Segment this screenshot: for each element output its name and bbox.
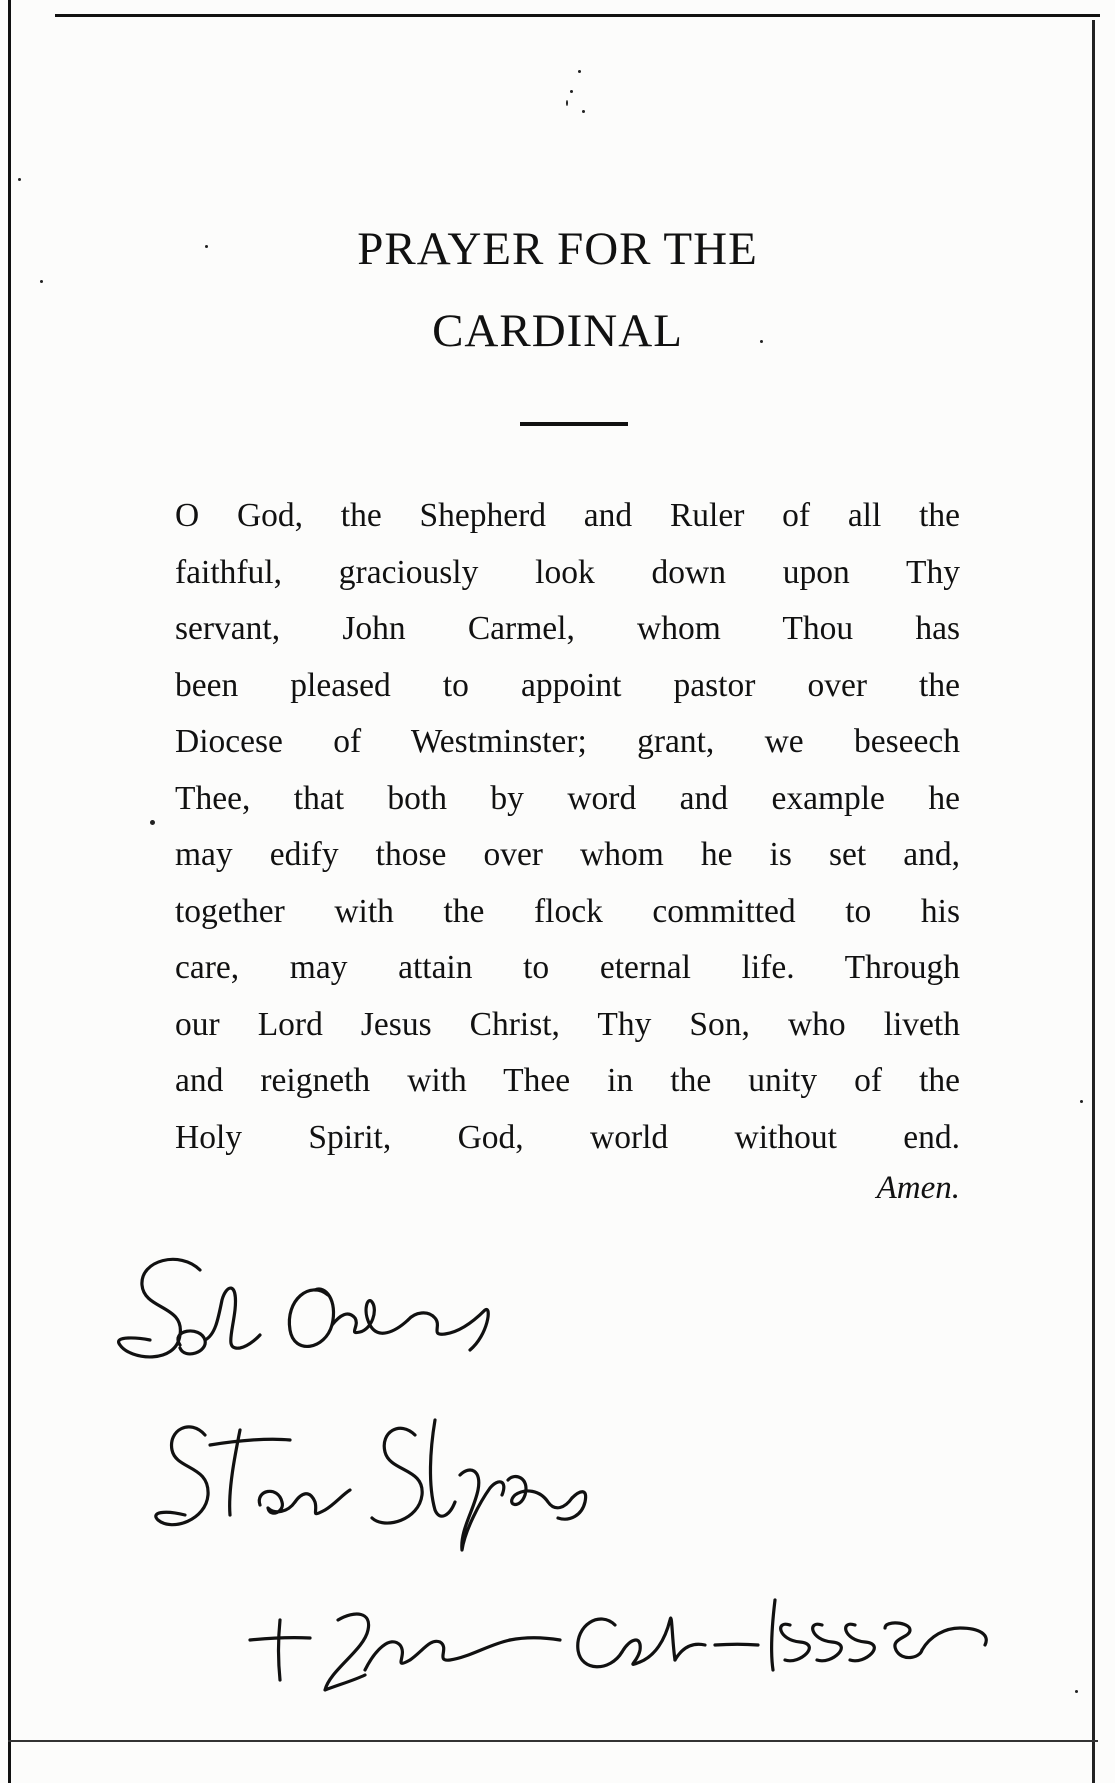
document-title-line-1: PRAYER FOR THE	[357, 223, 758, 275]
prayer-line: faithful, graciously look down upon Thy	[175, 553, 960, 591]
right-border-line	[1092, 20, 1095, 1783]
signature-drawing	[110, 1240, 1090, 1720]
prayer-line: Holy Spirit, God, world without end.	[175, 1118, 960, 1156]
top-border-line	[55, 14, 1100, 17]
prayer-line: been pleased to appoint pastor over the	[175, 666, 960, 704]
prayer-line: care, may attain to eternal life. Through	[175, 949, 960, 986]
title-divider	[520, 422, 628, 426]
amen-closing: Amen.	[876, 1170, 960, 1206]
prayer-line: and reigneth with Thee in the unity of the	[175, 1062, 960, 1099]
prayer-line: our Lord Jesus Christ, Thy Son, who liveth	[175, 1005, 960, 1043]
prayer-line: may edify those over whom he is set and,	[175, 836, 960, 873]
prayer-line: Diocese of Westminster; grant, we beseech	[175, 723, 960, 760]
prayer-line: Thee, that both by word and example he	[175, 779, 960, 817]
prayer-line: O God, the Shepherd and Ruler of all the	[175, 497, 960, 534]
handwritten-signatures	[110, 1240, 1090, 1720]
prayer-text	[175, 488, 960, 1166]
prayer-line: servant, John Carmel, whom Thou has	[175, 610, 960, 647]
signature-2	[156, 1420, 586, 1550]
document-title-line-2: CARDINAL	[432, 305, 683, 357]
signature-3	[250, 1600, 986, 1690]
signature-1	[119, 1259, 489, 1357]
prayer-line: together with the flock committed to his	[175, 892, 960, 930]
bottom-border-line	[8, 1740, 1098, 1742]
